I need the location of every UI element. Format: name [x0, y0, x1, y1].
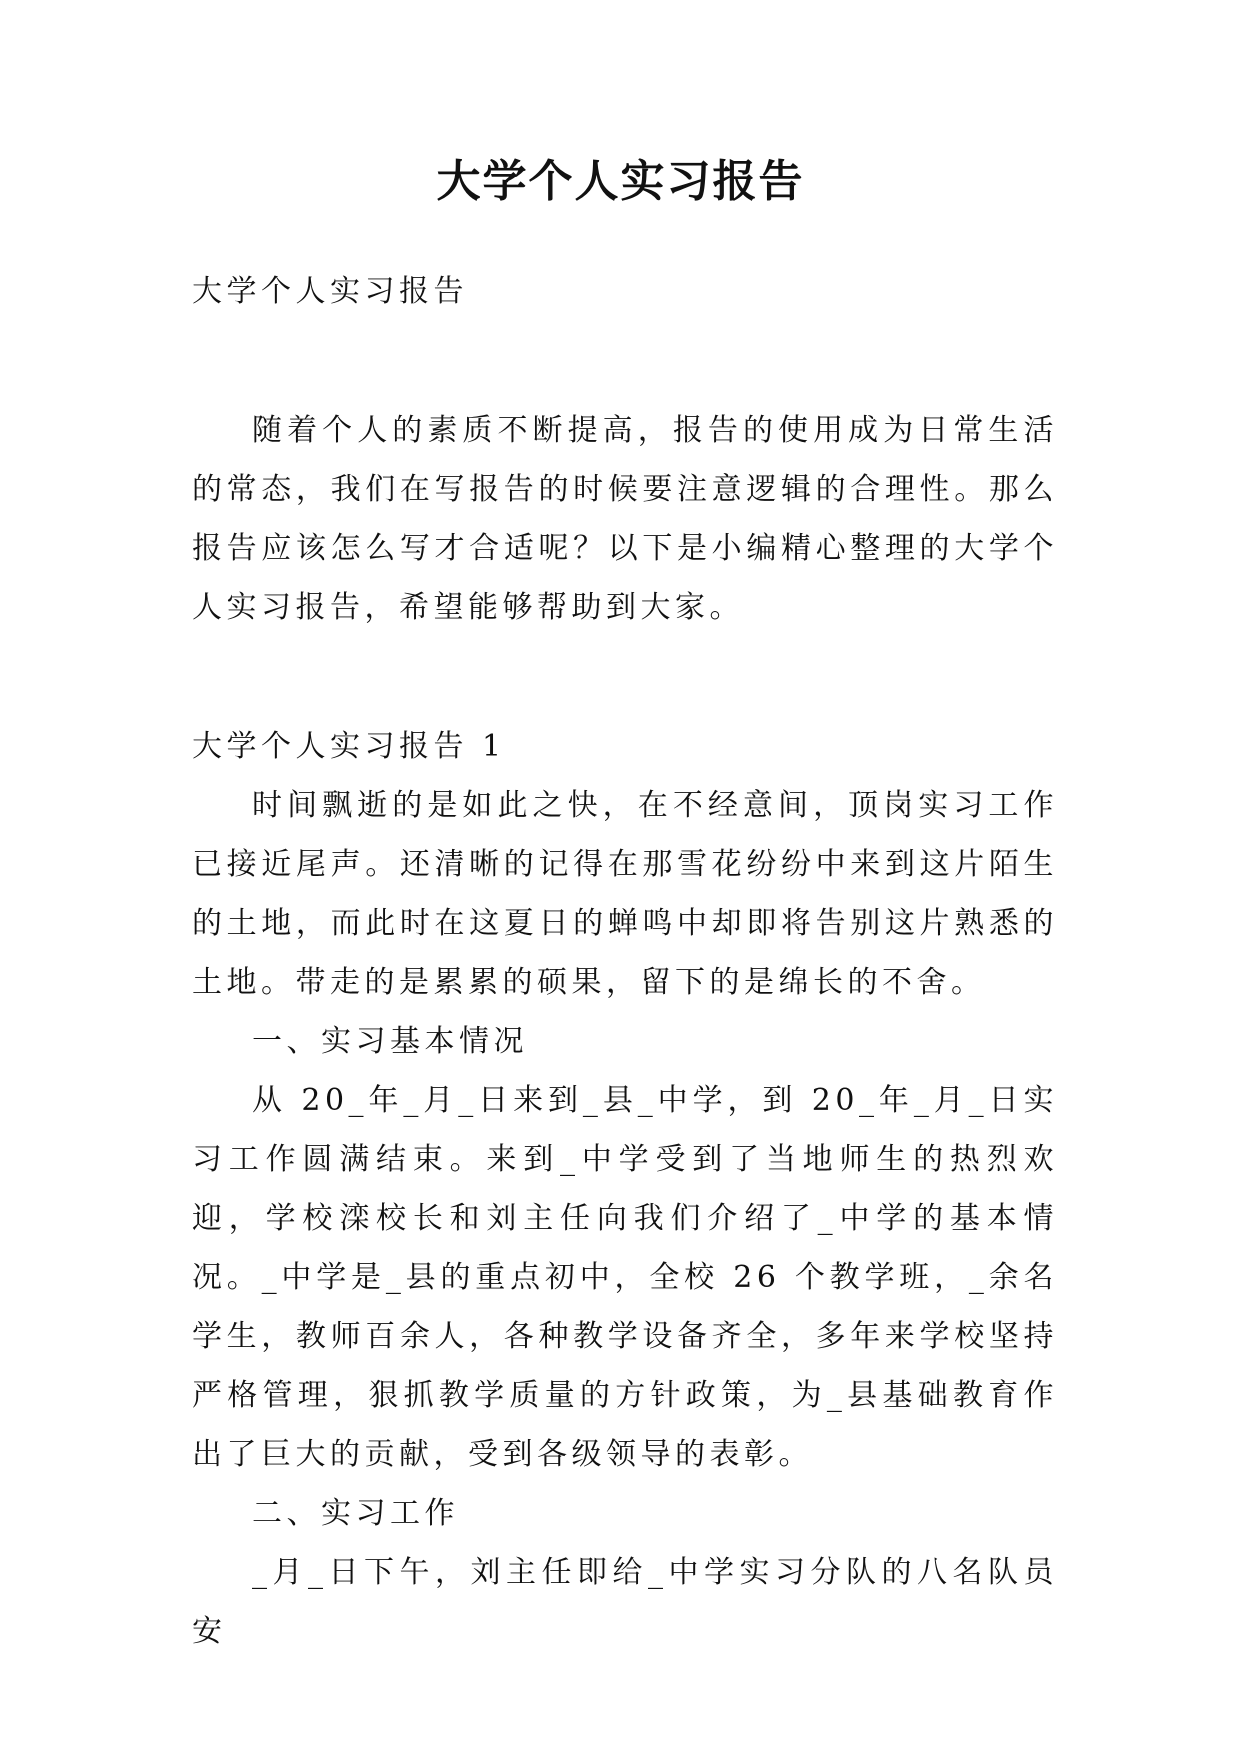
section-heading: 一、实习基本情况	[252, 1024, 528, 1059]
document-subtitle: 大学个人实习报告	[192, 274, 468, 309]
body-paragraph: _月_日下午，刘主任即给_中学实习分队的八名队员安	[192, 1555, 1058, 1649]
section-heading: 二、实习工作	[252, 1496, 459, 1531]
intro-paragraph: 随着个人的素质不断提高，报告的使用成为日常生活的常态，我们在写报告的时候要注意逻辑的合理性。那么报告应该怎么写才合适呢？以下是小编精心整理的大学个人实习报告，希望能够帮助到大家。	[192, 413, 1058, 625]
body-paragraph: 时间飘逝的是如此之快，在不经意间，顶岗实习工作已接近尾声。还清晰的记得在那雪花纷纷中来到这片陌生的土地，而此时在这夏日的蝉鸣中却即将告别这片熟悉的土地。带走的是累累的硕果，留下的是绵长的不舍。	[192, 788, 1058, 1000]
document-body	[192, 262, 1058, 1661]
spacer	[192, 637, 1058, 717]
spacer	[192, 321, 1058, 401]
section-title: 大学个人实习报告 1	[192, 729, 506, 764]
body-paragraph: 从 20_年_月_日来到_县_中学，到 20_年_月_日实习工作圆满结束。来到_中学受到了当地师生的热烈欢迎，学校滦校长和刘主任向我们介绍了_中学的基本情况。_中学是_县的重点初中，全校 26 个教学班，_余名学生，教师百余人，各种教学设备齐全，多年来学校坚持严格管理，狠抓教学质量的方针政策，为_县基础教育作出了巨大的贡献，受到各级领导的表彰。	[192, 1083, 1058, 1472]
document-title: 大学个人实习报告	[436, 156, 805, 207]
